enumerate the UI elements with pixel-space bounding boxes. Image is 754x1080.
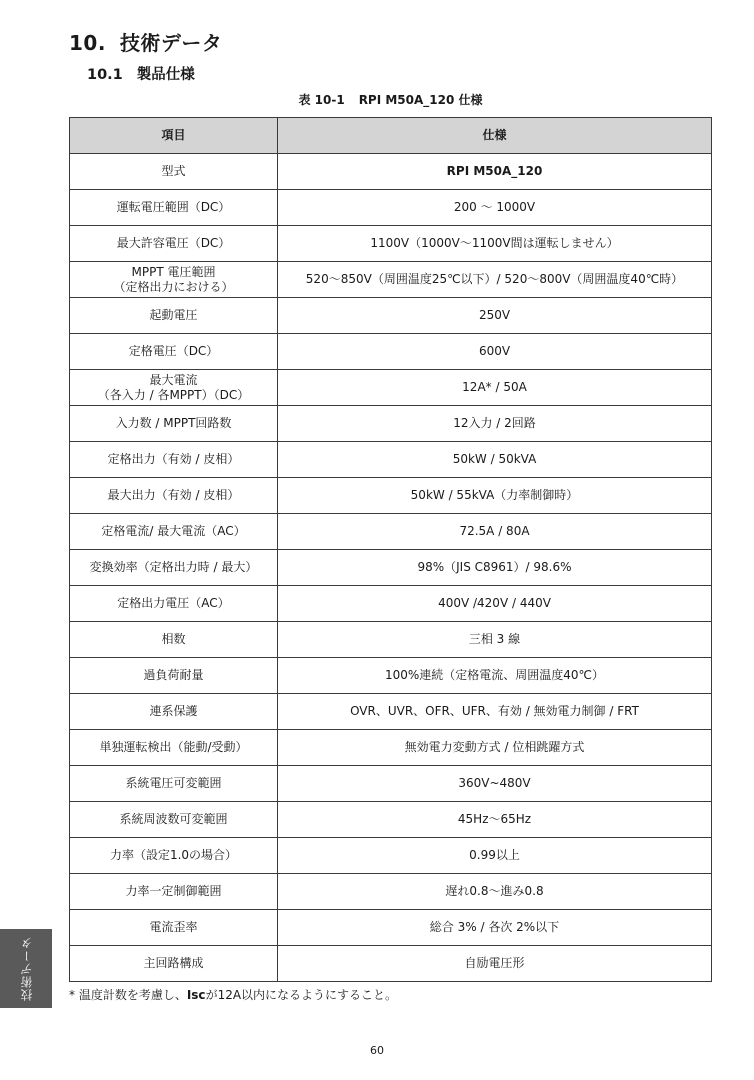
row-item: 変換効率（定格出力時 / 最大） (70, 550, 278, 586)
table-row (70, 946, 712, 982)
row-item: 系統電圧可変範囲 (70, 766, 278, 802)
table-header-row (70, 118, 712, 154)
subsection-number: 10.1 (87, 67, 123, 83)
section-heading (69, 27, 222, 56)
row-item: 定格電圧（DC） (70, 334, 278, 370)
table-row (70, 370, 712, 406)
footnote-suffix: が12A以内になるようにすること。 (205, 988, 398, 1002)
table-row (70, 658, 712, 694)
row-spec: 50kW / 50kVA (278, 442, 712, 478)
row-item: 単独運転検出（能動/受動） (70, 730, 278, 766)
row-item: 力率一定制御範囲 (70, 874, 278, 910)
table-caption-number: 表 10-1 (298, 93, 345, 107)
row-spec: 45Hz〜65Hz (278, 802, 712, 838)
table-row (70, 262, 712, 298)
row-item: 相数 (70, 622, 278, 658)
row-item: 主回路構成 (70, 946, 278, 982)
row-item: 過負荷耐量 (70, 658, 278, 694)
table-row (70, 694, 712, 730)
table-caption (69, 91, 712, 108)
row-item: 定格出力電圧（AC） (70, 586, 278, 622)
section-number: 10. (69, 31, 106, 55)
row-spec: 総合 3% / 各次 2%以下 (278, 910, 712, 946)
row-spec: 200 〜 1000V (278, 190, 712, 226)
row-spec: 98%（JIS C8961）/ 98.6% (278, 550, 712, 586)
row-spec: 1100V（1000V〜1100V間は運転しません） (278, 226, 712, 262)
row-item: 入力数 / MPPT回路数 (70, 406, 278, 442)
table-row (70, 730, 712, 766)
row-spec: 自励電圧形 (278, 946, 712, 982)
row-item: 最大電流 （各入力 / 各MPPT）（DC） (70, 370, 278, 406)
footnote-prefix: * 温度計数を考慮し、 (69, 988, 187, 1002)
row-spec: 400V /420V / 440V (278, 586, 712, 622)
table-row (70, 190, 712, 226)
table-row (70, 226, 712, 262)
table-row (70, 154, 712, 190)
table-row (70, 406, 712, 442)
row-item: 電流歪率 (70, 910, 278, 946)
table-row (70, 514, 712, 550)
row-item: 連系保護 (70, 694, 278, 730)
table-row (70, 874, 712, 910)
row-item: 系統周波数可変範囲 (70, 802, 278, 838)
footnote (69, 986, 397, 1003)
side-tab (0, 929, 52, 1008)
row-spec: 0.99以上 (278, 838, 712, 874)
table-row (70, 802, 712, 838)
row-spec: 50kW / 55kVA（力率制御時） (278, 478, 712, 514)
row-item: 型式 (70, 154, 278, 190)
row-spec: 600V (278, 334, 712, 370)
row-spec: 12A* / 50A (278, 370, 712, 406)
table-row (70, 442, 712, 478)
header-item: 項目 (70, 118, 278, 154)
subsection-title: 製品仕様 (136, 67, 195, 83)
table-body (70, 154, 712, 982)
row-spec: 250V (278, 298, 712, 334)
row-item: 最大許容電圧（DC） (70, 226, 278, 262)
row-spec: 360V~480V (278, 766, 712, 802)
table-row (70, 478, 712, 514)
row-spec: 12入力 / 2回路 (278, 406, 712, 442)
row-item: 最大出力（有効 / 皮相） (70, 478, 278, 514)
row-spec: 520〜850V（周囲温度25℃以下）/ 520〜800V（周囲温度40℃時） (278, 262, 712, 298)
row-item: 定格電流/ 最大電流（AC） (70, 514, 278, 550)
table-row (70, 838, 712, 874)
header-spec: 仕様 (278, 118, 712, 154)
table-row (70, 910, 712, 946)
row-item: MPPT 電圧範囲 （定格出力における） (70, 262, 278, 298)
footnote-bold: Isc (186, 988, 206, 1002)
page-number: 60 (370, 1044, 384, 1057)
row-spec: 遅れ0.8〜進み0.8 (278, 874, 712, 910)
row-item: 起動電圧 (70, 298, 278, 334)
side-tab-label: 技術データ (19, 936, 34, 1001)
table-caption-title: RPI M50A_120 仕様 (358, 93, 483, 107)
row-item: 運転電圧範囲（DC） (70, 190, 278, 226)
table-row (70, 622, 712, 658)
table-row (70, 550, 712, 586)
row-spec: RPI M50A_120 (278, 154, 712, 190)
table-row (70, 334, 712, 370)
row-spec: OVR、UVR、OFR、UFR、有効 / 無効電力制御 / FRT (278, 694, 712, 730)
section-title: 技術データ (119, 31, 223, 55)
subsection-heading (87, 63, 195, 84)
row-item: 力率（設定1.0の場合） (70, 838, 278, 874)
spec-table (69, 117, 712, 982)
table-row (70, 766, 712, 802)
table-row (70, 586, 712, 622)
row-item: 定格出力（有効 / 皮相） (70, 442, 278, 478)
row-spec: 無効電力変動方式 / 位相跳躍方式 (278, 730, 712, 766)
row-spec: 72.5A / 80A (278, 514, 712, 550)
row-spec: 100%連続（定格電流、周囲温度40℃） (278, 658, 712, 694)
row-spec: 三相 3 線 (278, 622, 712, 658)
table-row (70, 298, 712, 334)
